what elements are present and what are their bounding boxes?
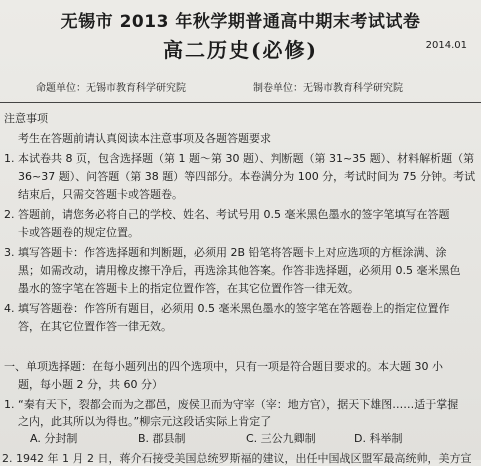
notice-item-3-line-3: 墨水的签字笔在答题卡上的指定位置作答，在其它位置作答一律无效。 [18,282,359,295]
exam-title: 无锡市 2013 年秋学期普通高中期末考试试卷 [60,12,421,32]
question-1-option-a: A. 分封制 [30,432,78,445]
notice-heading: 注意事项 [4,112,48,125]
notice-item-1-line-3: 结束后，只需交答题卡或答题卷。 [18,188,183,201]
header-divider [0,102,481,103]
question-1-option-c: C. 三公九卿制 [246,432,316,445]
question-1-options [30,430,462,446]
question-1-option-b: B. 郡县制 [138,432,186,445]
notice-item-2-line-1: 2. 答题前，请您务必将自己的学校、姓名、考试号用 0.5 毫米黑色墨水的签字笔填写在答题 [4,208,450,221]
section-one-heading-line-1: 一、单项选择题：在每小题列出的四个选项中，只有一项是符合题目要求的。本大题 30 小 [4,360,443,373]
notice-intro: 考生在答题前请认真阅读本注意事项及各题答题要求 [18,132,271,145]
notice-item-2-line-2: 卡或答题卷的规定位置。 [18,226,139,239]
question-1-stem-line-2: 之内，此其所以为得也。”柳宗元这段话实际上肯定了 [18,415,272,428]
question-2-stem-partial: 2. 1942 年 1 月 2 日，蒋介石接受美国总统罗斯福的建议，出任中国战区盟军最高统帅，美方宣 [2,452,472,465]
notice-item-3-line-1: 3. 填写答题卡：作答选择题和判断题，必须用 2B 铅笔将答题卡上对应选项的方框涂满、涂 [4,246,447,259]
proposer-unit: 命题单位：无锡市教育科学研究院 [36,83,186,94]
notice-item-1-line-2: 36~37 题）、问答题（第 38 题）等四部分。本卷满分为 100 分，考试时间为 75 分钟。考试 [18,170,476,183]
exam-subtitle: 高二历史(必修) [163,38,318,62]
question-1-stem-line-1: 1. “秦有天下，裂都会而为之郡邑，废侯卫而为守宰（宰：地方官），据天下雄图……适于掌握 [4,398,459,411]
section-one-heading-line-2: 题，每小题 2 分，共 60 分） [18,378,163,391]
notice-item-1-line-1: 1. 本试卷共 8 页，包含选择题（第 1 题～第 30 题）、判断题（第 31~35 题）、材料解析题（第 [4,152,475,165]
notice-item-4-line-1: 4. 填写答题卷：作答所有题目，必须用 0.5 毫米黑色墨水的签字笔在答题卷上的指定位置作 [4,302,450,315]
exam-date: 2014.01 [425,40,467,51]
producer-unit: 制卷单位：无锡市教育科学研究院 [253,83,403,94]
question-1-option-d: D. 科举制 [354,432,403,445]
notice-item-3-line-2: 黑；如需改动，请用橡皮擦干净后，再选涂其他答案。作答非选择题，必须用 0.5 毫米黑色 [18,264,461,277]
notice-item-4-line-2: 答，在其它位置作答一律无效。 [18,320,172,333]
